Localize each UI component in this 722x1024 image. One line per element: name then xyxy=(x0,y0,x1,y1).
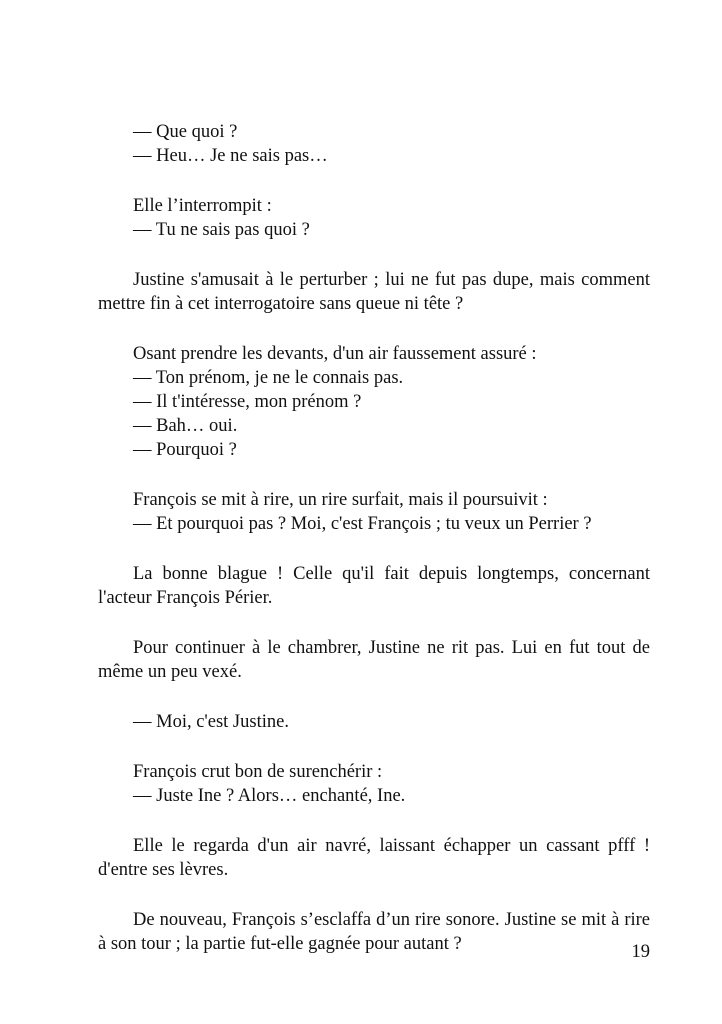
page-number: 19 xyxy=(631,942,650,962)
paragraph-gap xyxy=(98,684,650,710)
dialogue-line: — Pourquoi ? xyxy=(133,440,237,460)
narration-paragraph: La bonne blague ! Celle qu'il fait depuis longtemps, concernant l'acteur François Périer. xyxy=(98,564,650,608)
page-body-text xyxy=(98,120,650,956)
narration-line: François crut bon de surenchérir : xyxy=(133,762,383,782)
paragraph-gap xyxy=(98,536,650,562)
paragraph-gap xyxy=(98,168,650,194)
dialogue-line: — Que quoi ? xyxy=(133,122,238,142)
dialogue-line: — Heu… Je ne sais pas… xyxy=(133,146,328,166)
narration-line: Elle l’interrompit : xyxy=(133,196,272,216)
narration-line: Osant prendre les devants, d'un air faussement assuré : xyxy=(133,344,537,364)
dialogue-line: — Il t'intéresse, mon prénom ? xyxy=(133,392,362,412)
paragraph-gap xyxy=(98,610,650,636)
paragraph-gap xyxy=(98,462,650,488)
dialogue-line: — Et pourquoi pas ? Moi, c'est François ; tu veux un Perrier ? xyxy=(133,514,592,534)
narration-paragraph: De nouveau, François s’esclaffa d’un rire sonore. Justine se mit à rire à son tour ; la partie fut-elle gagnée pour autant ? xyxy=(98,910,650,954)
narration-line: François se mit à rire, un rire surfait, mais il poursuivit : xyxy=(133,490,548,510)
dialogue-line: — Tu ne sais pas quoi ? xyxy=(133,220,310,240)
dialogue-line: — Bah… oui. xyxy=(133,416,238,436)
paragraph-gap xyxy=(98,808,650,834)
paragraph-gap xyxy=(98,734,650,760)
dialogue-line: — Juste Ine ? Alors… enchanté, Ine. xyxy=(133,786,406,806)
narration-paragraph: Pour continuer à le chambrer, Justine ne rit pas. Lui en fut tout de même un peu vexé. xyxy=(98,638,650,682)
dialogue-line: — Ton prénom, je ne le connais pas. xyxy=(133,368,404,388)
narration-paragraph: Justine s'amusait à le perturber ; lui ne fut pas dupe, mais comment mettre fin à cet interrogatoire sans queue ni tête ? xyxy=(98,270,650,314)
paragraph-gap xyxy=(98,316,650,342)
paragraph-gap xyxy=(98,242,650,268)
paragraph-gap xyxy=(98,882,650,908)
narration-paragraph: Elle le regarda d'un air navré, laissant échapper un cassant pfff ! d'entre ses lèvres. xyxy=(98,836,650,880)
dialogue-line: — Moi, c'est Justine. xyxy=(133,712,289,732)
